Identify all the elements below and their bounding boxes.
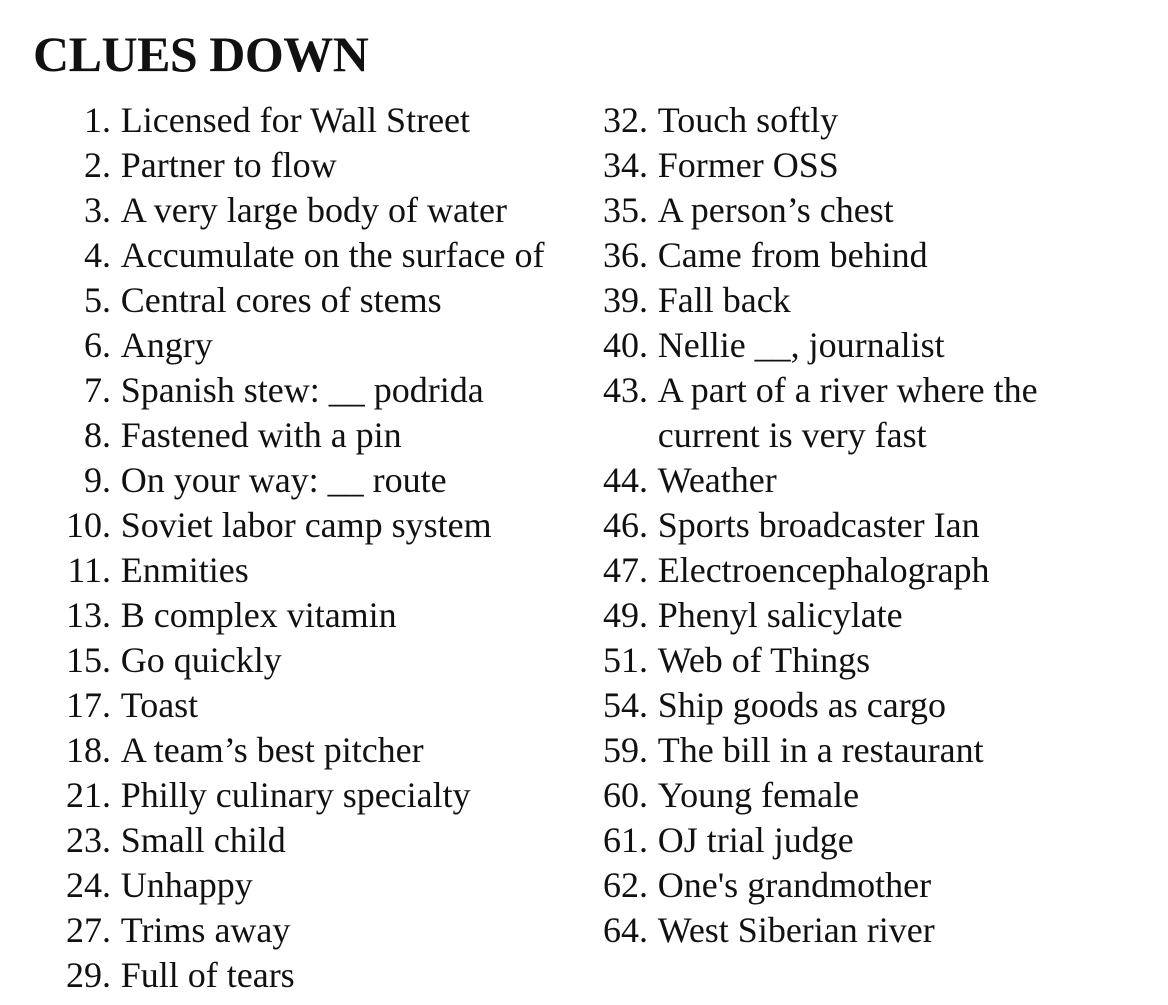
clue-item <box>590 188 1060 233</box>
clue-text: Web of Things <box>657 640 871 680</box>
clue-item <box>55 908 575 953</box>
clue-number: 4. <box>84 235 111 275</box>
clue-text: Enmities <box>120 550 249 590</box>
clue-item <box>55 503 575 548</box>
clue-item <box>55 728 575 773</box>
clue-item <box>55 98 575 143</box>
clue-text: On your way: __ route <box>120 460 447 500</box>
clue-item <box>590 368 1060 458</box>
clue-item <box>55 413 575 458</box>
clue-text: A team’s best pitcher <box>120 730 424 770</box>
clue-text: A part of a river where the current is very fast <box>657 370 1038 455</box>
clue-item <box>590 863 1060 908</box>
clue-number: 23. <box>66 820 111 860</box>
clue-item <box>590 548 1060 593</box>
clue-item <box>590 593 1060 638</box>
clue-text: A very large body of water <box>120 190 507 230</box>
clue-text: Phenyl salicylate <box>657 595 903 635</box>
clue-number: 17. <box>66 685 111 725</box>
clue-text: Full of tears <box>120 955 295 995</box>
clue-text: Angry <box>120 325 213 365</box>
clue-item <box>590 728 1060 773</box>
clue-number: 35. <box>603 190 648 230</box>
clue-item <box>590 278 1060 323</box>
clue-text: Licensed for Wall Street <box>120 100 471 140</box>
clue-text: A person’s chest <box>657 190 894 230</box>
clue-item <box>590 503 1060 548</box>
clue-number: 62. <box>603 865 648 905</box>
clue-number: 10. <box>66 505 111 545</box>
clue-number: 54. <box>603 685 648 725</box>
clue-item <box>590 233 1060 278</box>
clue-item <box>55 368 575 413</box>
clue-text: Accumulate on the surface of <box>120 235 545 275</box>
clue-text: Unhappy <box>120 865 253 905</box>
clue-item <box>55 818 575 863</box>
clue-number: 59. <box>603 730 648 770</box>
clue-text: Soviet labor camp system <box>120 505 492 545</box>
clue-item <box>55 638 575 683</box>
clue-text: Philly culinary specialty <box>120 775 471 815</box>
clue-text: Small child <box>120 820 286 860</box>
clue-number: 39. <box>603 280 648 320</box>
clue-number: 9. <box>84 460 111 500</box>
clue-number: 61. <box>603 820 648 860</box>
clue-number: 60. <box>603 775 648 815</box>
clue-number: 43. <box>603 370 648 410</box>
clue-number: 34. <box>603 145 648 185</box>
clue-text: Fastened with a pin <box>120 415 402 455</box>
clue-item <box>55 188 575 233</box>
clue-item <box>590 818 1060 863</box>
clue-number: 40. <box>603 325 648 365</box>
clue-item <box>55 278 575 323</box>
clue-column-right <box>590 98 1060 953</box>
clue-number: 49. <box>603 595 648 635</box>
clue-number: 15. <box>66 640 111 680</box>
clue-number: 24. <box>66 865 111 905</box>
clue-item <box>55 143 575 188</box>
clue-item <box>55 323 575 368</box>
clue-item <box>55 593 575 638</box>
clue-item <box>590 683 1060 728</box>
clue-number: 1. <box>84 100 111 140</box>
clue-number: 5. <box>84 280 111 320</box>
clue-number: 2. <box>84 145 111 185</box>
clue-text: Touch softly <box>657 100 839 140</box>
clue-number: 7. <box>84 370 111 410</box>
clue-number: 27. <box>66 910 111 950</box>
clue-text: Partner to flow <box>120 145 337 185</box>
clue-number: 8. <box>84 415 111 455</box>
clue-number: 21. <box>66 775 111 815</box>
clue-item <box>55 683 575 728</box>
clue-number: 6. <box>84 325 111 365</box>
clue-number: 29. <box>66 955 111 995</box>
clue-text: Toast <box>120 685 199 725</box>
clue-text: West Siberian river <box>657 910 935 950</box>
clue-text: Spanish stew: __ podrida <box>120 370 484 410</box>
clue-text: Weather <box>657 460 777 500</box>
clue-text: B complex vitamin <box>120 595 397 635</box>
clue-number: 44. <box>603 460 648 500</box>
clue-item <box>590 98 1060 143</box>
clue-text: Central cores of stems <box>120 280 442 320</box>
clue-text: Former OSS <box>657 145 839 185</box>
clue-text: Came from behind <box>657 235 928 275</box>
clue-number: 46. <box>603 505 648 545</box>
clue-item <box>55 773 575 818</box>
clue-number: 51. <box>603 640 648 680</box>
clue-item <box>590 458 1060 503</box>
clue-text: Sports broadcaster Ian <box>657 505 980 545</box>
clue-item <box>590 638 1060 683</box>
clue-text: One's grandmother <box>657 865 932 905</box>
clue-item <box>55 233 575 278</box>
clue-text: Fall back <box>657 280 791 320</box>
clue-item <box>55 863 575 908</box>
clue-text: The bill in a restaurant <box>657 730 984 770</box>
clue-item <box>590 143 1060 188</box>
clue-column-left <box>55 98 575 998</box>
clue-item <box>55 458 575 503</box>
clue-number: 18. <box>66 730 111 770</box>
clue-number: 3. <box>84 190 111 230</box>
clue-text: Trims away <box>120 910 291 950</box>
clue-number: 13. <box>66 595 111 635</box>
clue-number: 36. <box>603 235 648 275</box>
clue-number: 64. <box>603 910 648 950</box>
clue-item <box>590 773 1060 818</box>
clue-text: Young female <box>657 775 860 815</box>
clue-number: 32. <box>603 100 648 140</box>
clue-text: Electroencephalograph <box>657 550 990 590</box>
clue-text: Ship goods as cargo <box>657 685 947 725</box>
clue-number: 11. <box>67 550 111 590</box>
clue-text: OJ trial judge <box>657 820 854 860</box>
clue-number: 47. <box>603 550 648 590</box>
page-title: CLUES DOWN <box>33 26 369 82</box>
clue-item <box>590 323 1060 368</box>
clue-text: Nellie __, journalist <box>657 325 945 365</box>
clue-item <box>55 548 575 593</box>
clue-item <box>55 953 575 998</box>
clue-item <box>590 908 1060 953</box>
clue-text: Go quickly <box>120 640 282 680</box>
